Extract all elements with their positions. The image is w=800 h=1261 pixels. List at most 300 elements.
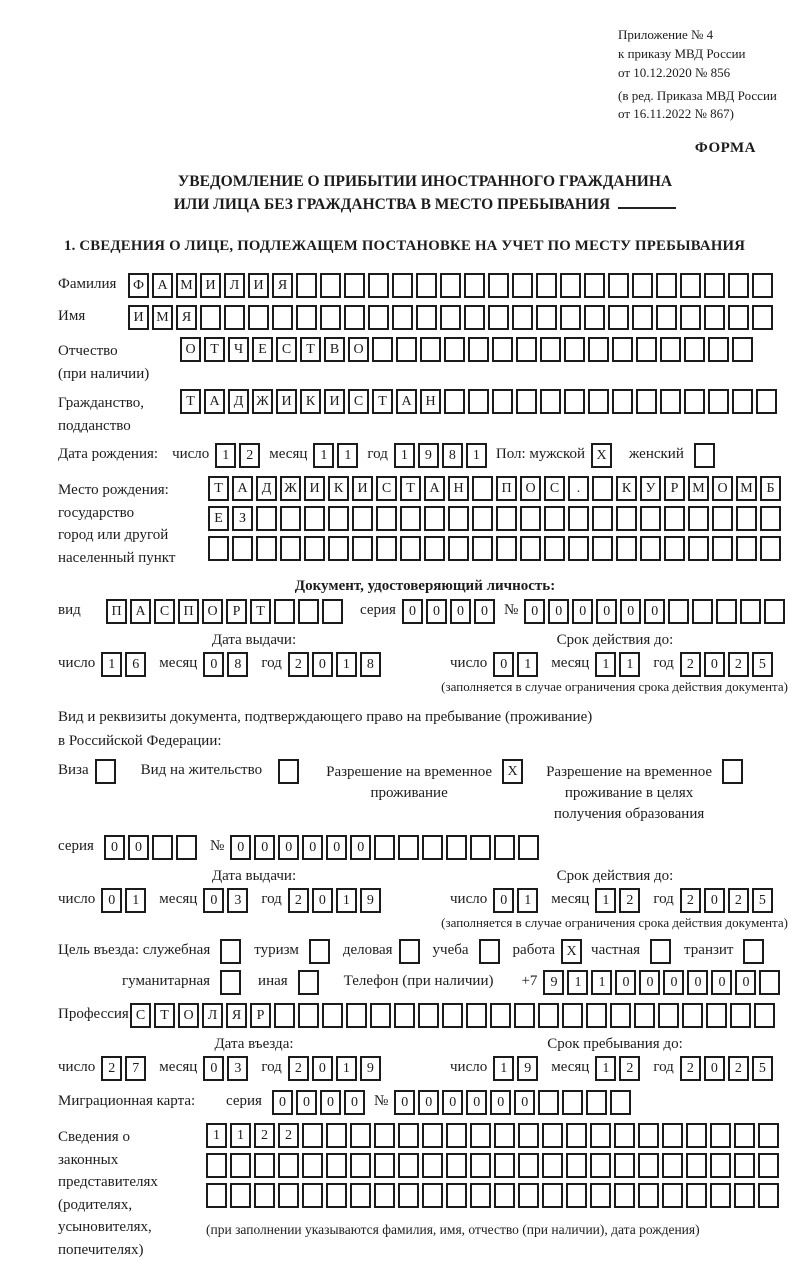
representatives-cell[interactable] [278, 1183, 299, 1208]
patronymic-cell[interactable]: О [180, 337, 201, 362]
representatives-cell[interactable] [374, 1123, 395, 1148]
doc-valid-month-cell[interactable]: 1 [619, 652, 640, 677]
representatives-cell[interactable] [710, 1183, 731, 1208]
representatives-cell[interactable] [662, 1123, 683, 1148]
stay-series-cell[interactable]: 0 [128, 835, 149, 860]
doc-number-cell[interactable]: 0 [572, 599, 593, 624]
birth-place-cell[interactable] [640, 506, 661, 531]
doc-issue-year-cell[interactable]: 8 [360, 652, 381, 677]
representatives-cell[interactable] [566, 1123, 587, 1148]
given-name-cell[interactable] [368, 305, 389, 330]
given-name-cell[interactable]: М [152, 305, 173, 330]
surname-cell[interactable] [464, 273, 485, 298]
stay-valid-month-cell[interactable]: 2 [619, 888, 640, 913]
stay-issue-year-cell[interactable]: 2 [288, 888, 309, 913]
surname-cell[interactable]: И [200, 273, 221, 298]
representatives-cell[interactable] [446, 1153, 467, 1178]
citizenship-cell[interactable]: И [276, 389, 297, 414]
citizenship-cell[interactable]: Т [372, 389, 393, 414]
doc-number-cell[interactable]: 0 [596, 599, 617, 624]
given-name-cell[interactable] [752, 305, 773, 330]
patronymic-cell[interactable] [396, 337, 417, 362]
profession-cell[interactable] [562, 1003, 583, 1028]
given-name-cell[interactable] [704, 305, 725, 330]
representatives-cell[interactable]: 2 [254, 1123, 275, 1148]
patronymic-cell[interactable] [588, 337, 609, 362]
given-name-cell[interactable]: Я [176, 305, 197, 330]
doc-issue-day-cell[interactable]: 6 [125, 652, 146, 677]
citizenship-cell[interactable] [708, 389, 729, 414]
representatives-cell[interactable] [470, 1153, 491, 1178]
representatives-cell[interactable] [494, 1123, 515, 1148]
stay-number-cell[interactable] [446, 835, 467, 860]
given-name-cell[interactable] [200, 305, 221, 330]
birth-place-cell[interactable] [304, 506, 325, 531]
representatives-cell[interactable] [518, 1183, 539, 1208]
patronymic-cell[interactable] [444, 337, 465, 362]
birth-place-cell[interactable] [376, 506, 397, 531]
patronymic-cell[interactable] [492, 337, 513, 362]
doc-type-cell[interactable]: С [154, 599, 175, 624]
patronymic-cell[interactable] [468, 337, 489, 362]
representatives-cell[interactable] [662, 1153, 683, 1178]
given-name-cell[interactable] [560, 305, 581, 330]
birth-place-cell[interactable]: У [640, 476, 661, 501]
birth-place-cell[interactable]: З [232, 506, 253, 531]
birth-place-cell[interactable] [544, 536, 565, 561]
representatives-cell[interactable] [494, 1183, 515, 1208]
birth-place-cell[interactable]: Д [256, 476, 277, 501]
birth-place-cell[interactable] [688, 536, 709, 561]
representatives-cell[interactable] [662, 1183, 683, 1208]
surname-cell[interactable] [512, 273, 533, 298]
stay-number-cell[interactable]: 0 [230, 835, 251, 860]
patronymic-cell[interactable] [708, 337, 729, 362]
representatives-cell[interactable] [422, 1153, 443, 1178]
representatives-cell[interactable] [566, 1153, 587, 1178]
mig-series-cell[interactable]: 0 [272, 1090, 293, 1115]
doc-valid-year-cell[interactable]: 0 [704, 652, 725, 677]
profession-cell[interactable] [706, 1003, 727, 1028]
representatives-cell[interactable] [350, 1123, 371, 1148]
profession-cell[interactable] [538, 1003, 559, 1028]
citizenship-cell[interactable] [684, 389, 705, 414]
citizenship-cell[interactable] [516, 389, 537, 414]
given-name-cell[interactable] [392, 305, 413, 330]
citizenship-cell[interactable]: Д [228, 389, 249, 414]
doc-type-cell[interactable] [322, 599, 343, 624]
temp-residence-checkbox-cell[interactable]: X [502, 759, 523, 784]
representatives-cell[interactable] [734, 1183, 755, 1208]
birth-place-cell[interactable]: Т [400, 476, 421, 501]
surname-cell[interactable] [752, 273, 773, 298]
profession-cell[interactable] [322, 1003, 343, 1028]
purpose-business-checkbox-cell[interactable] [399, 939, 420, 964]
patronymic-cell[interactable] [732, 337, 753, 362]
purpose-work-checkbox-cell[interactable]: X [561, 939, 582, 964]
patronymic-cell[interactable] [516, 337, 537, 362]
birth-place-cell[interactable]: О [712, 476, 733, 501]
doc-valid-year-cell[interactable]: 5 [752, 652, 773, 677]
birth-place-cell[interactable]: О [520, 476, 541, 501]
stay-issue-year-cell[interactable]: 1 [336, 888, 357, 913]
temp-residence-edu-checkbox-cell[interactable] [722, 759, 743, 784]
given-name-cell[interactable] [728, 305, 749, 330]
citizenship-cell[interactable]: И [324, 389, 345, 414]
birth-month-cell[interactable]: 1 [313, 443, 334, 468]
representatives-cell[interactable] [422, 1123, 443, 1148]
profession-cell[interactable] [274, 1003, 295, 1028]
stay-valid-year-cell[interactable]: 2 [680, 888, 701, 913]
mig-number-cell[interactable]: 0 [418, 1090, 439, 1115]
doc-number-cell[interactable] [764, 599, 785, 624]
purpose-other-checkbox-cell[interactable] [298, 970, 319, 995]
profession-cell[interactable] [514, 1003, 535, 1028]
birth-place-cell[interactable] [448, 506, 469, 531]
birth-place-cell[interactable] [496, 506, 517, 531]
doc-valid-year-cell[interactable]: 2 [680, 652, 701, 677]
representatives-cell[interactable] [542, 1123, 563, 1148]
stay-number-cell[interactable]: 0 [350, 835, 371, 860]
mig-number-cell[interactable]: 0 [490, 1090, 511, 1115]
representatives-cell[interactable] [302, 1183, 323, 1208]
representatives-cell[interactable] [374, 1153, 395, 1178]
surname-cell[interactable]: Ф [128, 273, 149, 298]
birth-place-cell[interactable]: И [304, 476, 325, 501]
representatives-cell[interactable] [278, 1153, 299, 1178]
stay-until-month-cell[interactable]: 2 [619, 1056, 640, 1081]
given-name-cell[interactable] [680, 305, 701, 330]
representatives-cell[interactable] [614, 1183, 635, 1208]
doc-series-cell[interactable]: 0 [474, 599, 495, 624]
surname-cell[interactable] [680, 273, 701, 298]
stay-issue-month-cell[interactable]: 3 [227, 888, 248, 913]
representatives-cell[interactable] [734, 1123, 755, 1148]
citizenship-cell[interactable]: А [396, 389, 417, 414]
purpose-transit-checkbox-cell[interactable] [743, 939, 764, 964]
birth-place-cell[interactable] [688, 506, 709, 531]
given-name-cell[interactable] [536, 305, 557, 330]
birth-place-cell[interactable] [568, 506, 589, 531]
representatives-cell[interactable] [710, 1153, 731, 1178]
representatives-cell[interactable]: 2 [278, 1123, 299, 1148]
stay-issue-year-cell[interactable]: 9 [360, 888, 381, 913]
representatives-cell[interactable] [326, 1153, 347, 1178]
representatives-cell[interactable] [446, 1183, 467, 1208]
entry-year-cell[interactable]: 0 [312, 1056, 333, 1081]
birth-place-cell[interactable] [544, 506, 565, 531]
entry-year-cell[interactable]: 1 [336, 1056, 357, 1081]
stay-series-cell[interactable] [176, 835, 197, 860]
representatives-cell[interactable] [230, 1183, 251, 1208]
representatives-cell[interactable] [686, 1183, 707, 1208]
birth-place-cell[interactable] [592, 506, 613, 531]
representatives-cell[interactable] [518, 1123, 539, 1148]
representatives-cell[interactable] [446, 1123, 467, 1148]
birth-place-cell[interactable] [760, 536, 781, 561]
birth-place-cell[interactable]: Ж [280, 476, 301, 501]
birth-place-cell[interactable] [208, 536, 229, 561]
representatives-cell[interactable] [638, 1123, 659, 1148]
stay-number-cell[interactable] [374, 835, 395, 860]
stay-valid-day-cell[interactable]: 0 [493, 888, 514, 913]
doc-type-cell[interactable]: Т [250, 599, 271, 624]
patronymic-cell[interactable]: С [276, 337, 297, 362]
sex-male-checkbox-cell[interactable]: X [591, 443, 612, 468]
profession-cell[interactable] [610, 1003, 631, 1028]
given-name-cell[interactable] [344, 305, 365, 330]
birth-place-cell[interactable] [256, 506, 277, 531]
given-name-cell[interactable] [656, 305, 677, 330]
birth-place-cell[interactable] [352, 536, 373, 561]
patronymic-cell[interactable]: Ч [228, 337, 249, 362]
stay-until-day-cell[interactable]: 1 [493, 1056, 514, 1081]
citizenship-cell[interactable]: С [348, 389, 369, 414]
doc-issue-year-cell[interactable]: 0 [312, 652, 333, 677]
doc-issue-month-cell[interactable]: 8 [227, 652, 248, 677]
patronymic-cell[interactable] [612, 337, 633, 362]
profession-cell[interactable] [730, 1003, 751, 1028]
profession-cell[interactable] [442, 1003, 463, 1028]
doc-type-cell[interactable]: О [202, 599, 223, 624]
representatives-cell[interactable] [590, 1153, 611, 1178]
birth-place-cell[interactable] [664, 506, 685, 531]
phone-cell[interactable]: 0 [639, 970, 660, 995]
given-name-cell[interactable] [224, 305, 245, 330]
mig-series-cell[interactable]: 0 [296, 1090, 317, 1115]
profession-cell[interactable]: Л [202, 1003, 223, 1028]
entry-year-cell[interactable]: 9 [360, 1056, 381, 1081]
patronymic-cell[interactable]: О [348, 337, 369, 362]
birth-place-cell[interactable] [712, 506, 733, 531]
mig-series-cell[interactable]: 0 [320, 1090, 341, 1115]
doc-series-cell[interactable]: 0 [426, 599, 447, 624]
profession-cell[interactable]: Я [226, 1003, 247, 1028]
surname-cell[interactable] [656, 273, 677, 298]
representatives-cell[interactable]: 1 [206, 1123, 227, 1148]
surname-cell[interactable] [584, 273, 605, 298]
given-name-cell[interactable]: И [128, 305, 149, 330]
citizenship-cell[interactable] [564, 389, 585, 414]
representatives-cell[interactable] [494, 1153, 515, 1178]
doc-issue-month-cell[interactable]: 0 [203, 652, 224, 677]
doc-number-cell[interactable] [716, 599, 737, 624]
profession-cell[interactable] [586, 1003, 607, 1028]
stay-until-year-cell[interactable]: 0 [704, 1056, 725, 1081]
birth-place-cell[interactable] [424, 506, 445, 531]
citizenship-cell[interactable]: Ж [252, 389, 273, 414]
doc-series-cell[interactable]: 0 [450, 599, 471, 624]
surname-cell[interactable]: М [176, 273, 197, 298]
birth-place-cell[interactable]: Р [664, 476, 685, 501]
citizenship-cell[interactable]: А [204, 389, 225, 414]
entry-year-cell[interactable]: 2 [288, 1056, 309, 1081]
stay-number-cell[interactable] [470, 835, 491, 860]
stay-issue-month-cell[interactable]: 0 [203, 888, 224, 913]
representatives-cell[interactable] [566, 1183, 587, 1208]
doc-valid-day-cell[interactable]: 0 [493, 652, 514, 677]
mig-number-cell[interactable]: 0 [514, 1090, 535, 1115]
surname-cell[interactable] [392, 273, 413, 298]
stay-series-cell[interactable] [152, 835, 173, 860]
surname-cell[interactable] [560, 273, 581, 298]
stay-number-cell[interactable] [422, 835, 443, 860]
surname-cell[interactable] [296, 273, 317, 298]
citizenship-cell[interactable] [660, 389, 681, 414]
mig-number-cell[interactable] [586, 1090, 607, 1115]
birth-place-cell[interactable] [472, 506, 493, 531]
stay-until-month-cell[interactable]: 1 [595, 1056, 616, 1081]
surname-cell[interactable] [368, 273, 389, 298]
profession-cell[interactable] [754, 1003, 775, 1028]
stay-number-cell[interactable]: 0 [278, 835, 299, 860]
given-name-cell[interactable] [320, 305, 341, 330]
phone-cell[interactable]: 0 [735, 970, 756, 995]
phone-cell[interactable]: 0 [615, 970, 636, 995]
birth-place-cell[interactable]: А [232, 476, 253, 501]
stay-valid-year-cell[interactable]: 5 [752, 888, 773, 913]
stay-number-cell[interactable] [518, 835, 539, 860]
birth-place-cell[interactable]: С [544, 476, 565, 501]
representatives-cell[interactable] [614, 1123, 635, 1148]
given-name-cell[interactable] [440, 305, 461, 330]
representatives-cell[interactable] [542, 1183, 563, 1208]
entry-day-cell[interactable]: 7 [125, 1056, 146, 1081]
citizenship-cell[interactable] [732, 389, 753, 414]
purpose-humanitarian-checkbox-cell[interactable] [220, 970, 241, 995]
doc-number-cell[interactable] [668, 599, 689, 624]
surname-cell[interactable] [704, 273, 725, 298]
profession-cell[interactable]: Т [154, 1003, 175, 1028]
birth-place-cell[interactable]: М [736, 476, 757, 501]
entry-month-cell[interactable]: 3 [227, 1056, 248, 1081]
given-name-cell[interactable] [512, 305, 533, 330]
birth-place-cell[interactable] [568, 536, 589, 561]
citizenship-cell[interactable] [756, 389, 777, 414]
representatives-cell[interactable] [254, 1183, 275, 1208]
surname-cell[interactable] [536, 273, 557, 298]
representatives-cell[interactable] [590, 1183, 611, 1208]
representatives-cell[interactable] [350, 1153, 371, 1178]
surname-cell[interactable] [488, 273, 509, 298]
birth-place-cell[interactable] [592, 536, 613, 561]
birth-year-cell[interactable]: 1 [466, 443, 487, 468]
representatives-cell[interactable] [350, 1183, 371, 1208]
representatives-cell[interactable] [326, 1183, 347, 1208]
surname-cell[interactable]: А [152, 273, 173, 298]
given-name-cell[interactable] [464, 305, 485, 330]
profession-cell[interactable] [346, 1003, 367, 1028]
birth-place-cell[interactable] [664, 536, 685, 561]
birth-place-cell[interactable] [496, 536, 517, 561]
birth-year-cell[interactable]: 1 [394, 443, 415, 468]
phone-cell[interactable]: 0 [663, 970, 684, 995]
patronymic-cell[interactable] [540, 337, 561, 362]
citizenship-cell[interactable] [636, 389, 657, 414]
entry-month-cell[interactable]: 0 [203, 1056, 224, 1081]
surname-cell[interactable] [608, 273, 629, 298]
representatives-cell[interactable] [398, 1183, 419, 1208]
given-name-cell[interactable] [248, 305, 269, 330]
phone-cell[interactable]: 1 [567, 970, 588, 995]
birth-place-cell[interactable]: А [424, 476, 445, 501]
representatives-cell[interactable] [518, 1153, 539, 1178]
stay-number-cell[interactable]: 0 [254, 835, 275, 860]
birth-place-cell[interactable] [616, 506, 637, 531]
birth-place-cell[interactable] [736, 506, 757, 531]
doc-valid-month-cell[interactable]: 1 [595, 652, 616, 677]
profession-cell[interactable]: Р [250, 1003, 271, 1028]
doc-number-cell[interactable]: 0 [548, 599, 569, 624]
representatives-cell[interactable] [590, 1123, 611, 1148]
representatives-cell[interactable] [398, 1123, 419, 1148]
surname-cell[interactable] [632, 273, 653, 298]
purpose-official-checkbox-cell[interactable] [220, 939, 241, 964]
stay-number-cell[interactable] [398, 835, 419, 860]
birth-place-cell[interactable] [640, 536, 661, 561]
birth-place-cell[interactable] [328, 536, 349, 561]
stay-issue-day-cell[interactable]: 1 [125, 888, 146, 913]
birth-place-cell[interactable] [400, 506, 421, 531]
profession-cell[interactable] [298, 1003, 319, 1028]
stay-issue-year-cell[interactable]: 0 [312, 888, 333, 913]
birth-place-cell[interactable] [472, 536, 493, 561]
representatives-cell[interactable] [302, 1123, 323, 1148]
representatives-cell[interactable] [542, 1153, 563, 1178]
surname-cell[interactable]: Л [224, 273, 245, 298]
profession-cell[interactable] [370, 1003, 391, 1028]
birth-place-cell[interactable]: Т [208, 476, 229, 501]
doc-number-cell[interactable]: 0 [644, 599, 665, 624]
doc-type-cell[interactable]: П [178, 599, 199, 624]
phone-cell[interactable]: 0 [711, 970, 732, 995]
representatives-cell[interactable] [758, 1123, 779, 1148]
representatives-cell[interactable] [374, 1183, 395, 1208]
patronymic-cell[interactable] [420, 337, 441, 362]
birth-place-cell[interactable] [352, 506, 373, 531]
citizenship-cell[interactable] [612, 389, 633, 414]
stay-until-day-cell[interactable]: 9 [517, 1056, 538, 1081]
mig-series-cell[interactable]: 0 [344, 1090, 365, 1115]
birth-place-cell[interactable] [256, 536, 277, 561]
patronymic-cell[interactable] [660, 337, 681, 362]
representatives-cell[interactable] [614, 1153, 635, 1178]
birth-place-cell[interactable] [520, 506, 541, 531]
citizenship-cell[interactable] [588, 389, 609, 414]
birth-place-cell[interactable]: П [496, 476, 517, 501]
doc-number-cell[interactable]: 0 [524, 599, 545, 624]
stay-series-cell[interactable]: 0 [104, 835, 125, 860]
birth-place-cell[interactable]: К [328, 476, 349, 501]
birth-place-cell[interactable] [232, 536, 253, 561]
birth-place-cell[interactable]: Н [448, 476, 469, 501]
birth-day-cell[interactable]: 2 [239, 443, 260, 468]
mig-number-cell[interactable] [562, 1090, 583, 1115]
stay-until-year-cell[interactable]: 2 [680, 1056, 701, 1081]
doc-number-cell[interactable] [692, 599, 713, 624]
birth-year-cell[interactable]: 8 [442, 443, 463, 468]
birth-place-cell[interactable]: М [688, 476, 709, 501]
birth-place-cell[interactable] [448, 536, 469, 561]
patronymic-cell[interactable]: Т [300, 337, 321, 362]
patronymic-cell[interactable] [372, 337, 393, 362]
representatives-cell[interactable] [326, 1123, 347, 1148]
birth-place-cell[interactable] [616, 536, 637, 561]
doc-type-cell[interactable]: Р [226, 599, 247, 624]
given-name-cell[interactable] [632, 305, 653, 330]
birth-year-cell[interactable]: 9 [418, 443, 439, 468]
representatives-cell[interactable] [422, 1183, 443, 1208]
